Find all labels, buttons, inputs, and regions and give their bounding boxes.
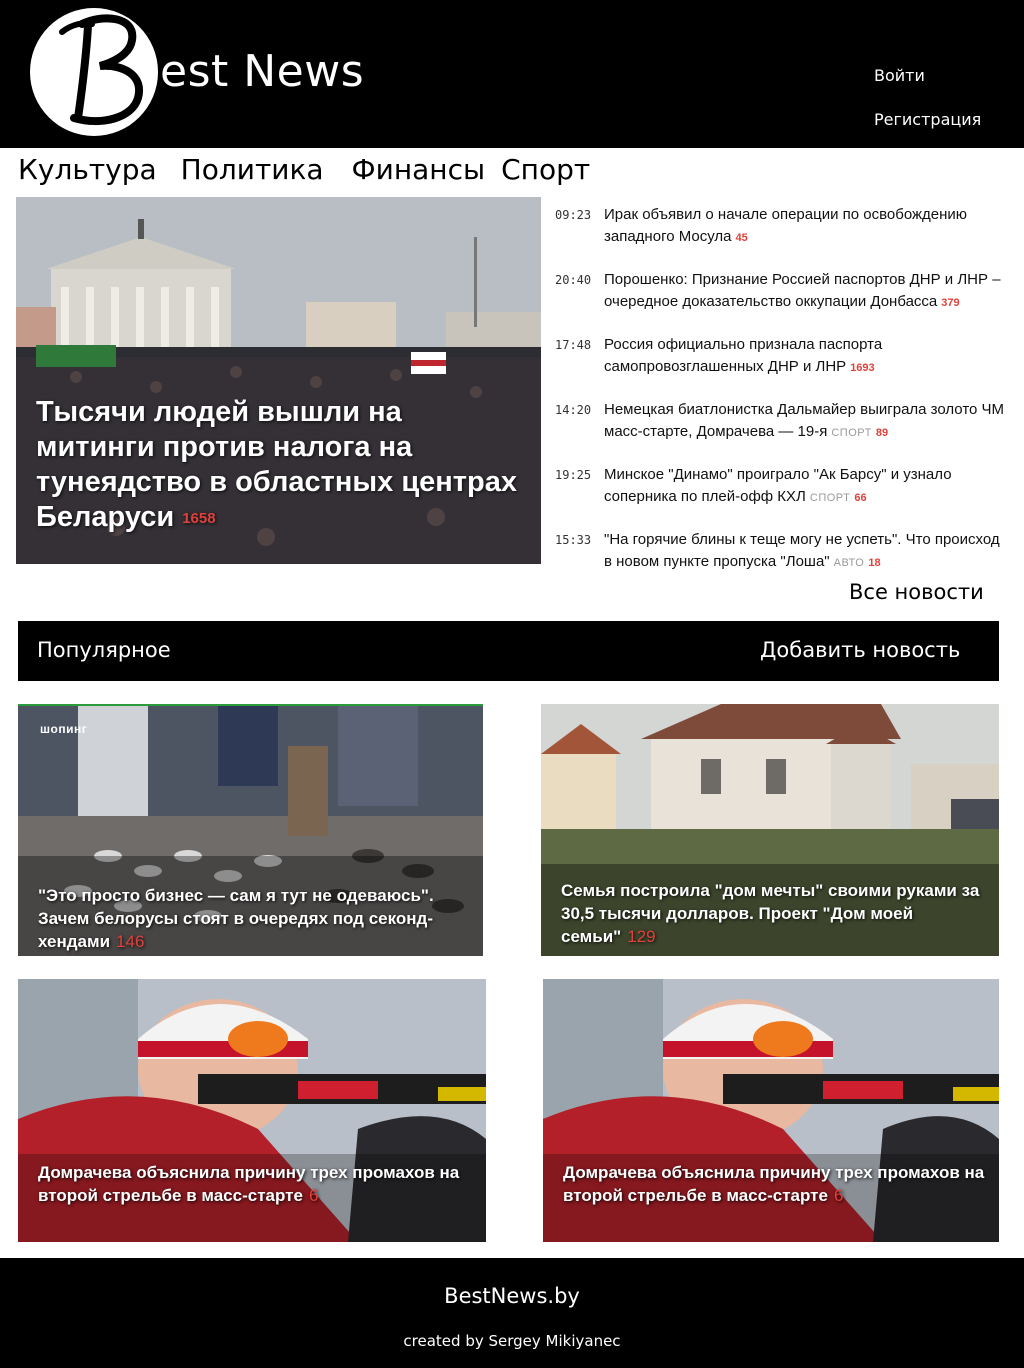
card-comment-count: 146 xyxy=(116,932,145,951)
hero-title-text[interactable]: Тысячи людей вышли на митинги против налога на тунеядство в областных центрах Беларуси xyxy=(36,396,517,533)
popular-card[interactable] xyxy=(18,979,486,1242)
card-title[interactable] xyxy=(38,1161,468,1207)
news-category[interactable]: АВТО xyxy=(833,557,865,569)
hero-article[interactable] xyxy=(16,197,541,564)
category-nav xyxy=(18,152,590,192)
news-comment-count: 379 xyxy=(941,297,960,309)
logo-letter-b[interactable] xyxy=(52,10,148,130)
footer-credit: created by Sergey Mikiyanec xyxy=(403,1332,621,1350)
news-headline-line2[interactable]: очередное доказательство оккупации Донбасса xyxy=(604,293,938,310)
popular-card[interactable] xyxy=(543,979,999,1242)
news-headline[interactable] xyxy=(604,464,1024,509)
card-tag[interactable]: шопинг xyxy=(40,722,88,736)
site-header xyxy=(0,0,1024,148)
news-headline[interactable] xyxy=(604,399,1024,444)
list-item[interactable] xyxy=(555,334,1024,399)
news-time: 17:48 xyxy=(555,338,592,352)
popular-label[interactable]: Популярное xyxy=(37,638,171,662)
news-comment-count: 89 xyxy=(875,427,889,439)
auth-links xyxy=(874,66,984,129)
news-time: 19:25 xyxy=(555,468,592,482)
news-headline-line1[interactable]: Ирак объявил о начале операции по освобождению xyxy=(604,206,968,223)
news-headline-line2[interactable]: соперника по плей-офф КХЛ xyxy=(604,488,806,505)
news-category[interactable]: СПОРТ xyxy=(809,492,851,504)
news-headline-line1[interactable]: Минское "Динамо" проиграло "Ак Барсу" и узнало xyxy=(604,466,952,483)
news-headline[interactable] xyxy=(604,269,1024,314)
news-comment-count: 1693 xyxy=(850,362,875,374)
news-headline-line2[interactable]: масс-старте, Домрачева — 19-я xyxy=(604,423,828,440)
news-time: 09:23 xyxy=(555,208,592,222)
card-title[interactable] xyxy=(38,884,458,953)
popular-card[interactable] xyxy=(541,704,999,956)
news-category[interactable]: СПОРТ xyxy=(831,427,872,439)
news-headline-line2[interactable]: в новом пункте пропуска "Лоша" xyxy=(604,553,830,570)
popular-bar xyxy=(18,621,999,681)
add-news-button[interactable]: Добавить новость xyxy=(760,638,961,662)
card-comment-count: 6 xyxy=(833,1186,844,1205)
news-time: 20:40 xyxy=(555,273,592,287)
card-comment-count: 129 xyxy=(627,927,656,946)
register-link[interactable]: Регистрация xyxy=(874,110,982,129)
list-item[interactable] xyxy=(555,464,1024,529)
card-comment-count: 6 xyxy=(308,1186,319,1205)
login-link[interactable]: Войти xyxy=(874,66,925,85)
popular-card[interactable] xyxy=(18,704,483,956)
card-title[interactable] xyxy=(561,879,981,948)
nav-item-finance[interactable]: Финансы xyxy=(351,153,486,186)
card-title-text[interactable]: "Это просто бизнес — сам я тут не одеваюсь". Зачем белорусы стоят в очередях под секонд-хендами xyxy=(38,886,434,951)
nav-item-politics[interactable]: Политика xyxy=(180,153,324,186)
hero-title[interactable] xyxy=(36,395,526,536)
card-title[interactable] xyxy=(563,1161,993,1207)
list-item[interactable] xyxy=(555,269,1024,334)
news-headline-line1[interactable]: Немецкая биатлонистка Дальмайер выиграла золото ЧМ xyxy=(604,401,1005,418)
hero-comment-count: 1658 xyxy=(182,510,216,527)
news-headline[interactable] xyxy=(604,529,1024,574)
card-title-text[interactable]: Семья построила "дом мечты" своими руками за 30,5 тысячи долларов. Проект "Дом моей семьи" xyxy=(561,881,980,946)
news-headline-line2[interactable]: самопровозглашенных ДНР и ЛНР xyxy=(604,358,847,375)
latest-news-list xyxy=(555,204,1024,594)
nav-item-culture[interactable]: Культура xyxy=(18,153,157,186)
news-comment-count: 66 xyxy=(854,492,867,504)
news-time: 15:33 xyxy=(555,533,592,547)
news-headline[interactable] xyxy=(604,334,1024,379)
list-item[interactable] xyxy=(555,399,1024,464)
footer-site-name[interactable]: BestNews.by xyxy=(444,1284,580,1308)
news-headline-line2[interactable]: западного Мосула xyxy=(604,228,732,245)
news-comment-count: 18 xyxy=(868,557,881,569)
news-time: 14:20 xyxy=(555,403,592,417)
nav-item-sport[interactable]: Спорт xyxy=(501,153,591,186)
card-title-text[interactable]: Домрачева объяснила причину трех промахов на второй стрельбе в масс-старте xyxy=(38,1163,460,1205)
site-footer xyxy=(0,1258,1024,1368)
news-headline-line1[interactable]: Россия официально признала паспорта xyxy=(604,336,883,353)
all-news-link[interactable]: Все новости xyxy=(849,580,984,604)
card-title-text[interactable]: Домрачева объяснила причину трех промахов на второй стрельбе в масс-старте xyxy=(563,1163,985,1205)
logo-text[interactable]: est News xyxy=(160,46,365,97)
news-headline-line1[interactable]: Порошенко: Признание Россией паспортов ДНР и ЛНР – xyxy=(604,271,1001,288)
news-headline-line1[interactable]: "На горячие блины к теще могу не успеть". Что происход xyxy=(604,531,1000,548)
news-headline[interactable] xyxy=(604,204,1024,249)
news-comment-count: 45 xyxy=(735,232,748,244)
list-item[interactable] xyxy=(555,204,1024,269)
